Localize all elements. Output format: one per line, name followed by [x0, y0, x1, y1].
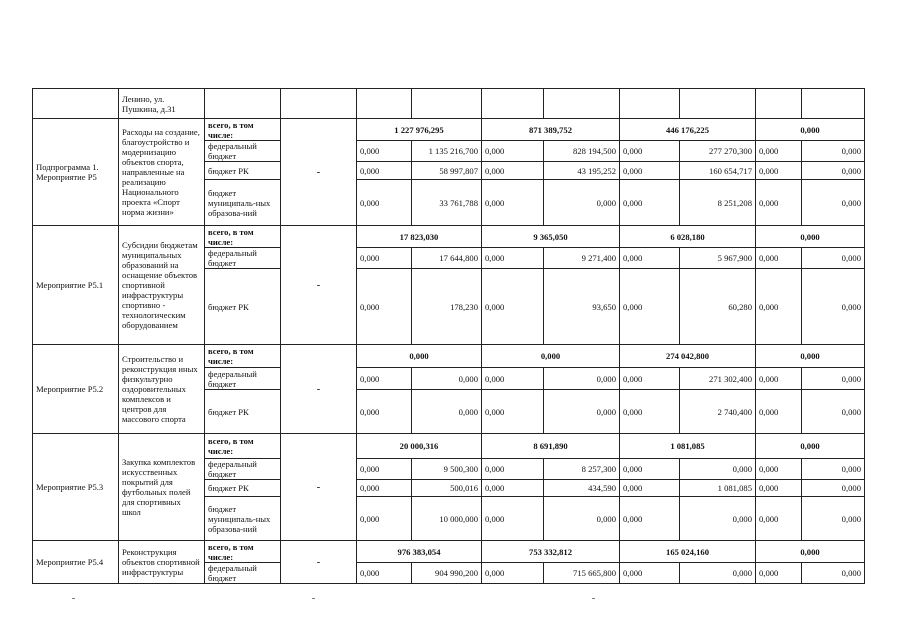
amount-b2: 93,650	[544, 269, 620, 345]
amount-b2: 0,000	[544, 368, 620, 390]
table-row	[33, 345, 865, 368]
amount-b4: 0,000	[802, 162, 865, 180]
amount-a4: 0,000	[756, 269, 802, 345]
year-total-y2: 9 365,050	[482, 226, 620, 248]
amount-b2: 828 194,500	[544, 141, 620, 162]
funding-source-label: федеральный бюджет	[205, 141, 281, 162]
dash-cell: -	[281, 541, 357, 584]
amount-a1: 0,000	[357, 248, 412, 269]
amount-b3: 0,000	[680, 497, 756, 541]
amount-b1: 58 997,807	[412, 162, 482, 180]
year-total-y2: 753 332,812	[482, 541, 620, 563]
amount-b3: 271 302,400	[680, 368, 756, 390]
measure-name: Мероприятие Р5.2	[33, 345, 119, 434]
amount-a3: 0,000	[620, 459, 680, 480]
funding-source-label: федеральный бюджет	[205, 459, 281, 480]
year-total-y2: 0,000	[482, 345, 620, 368]
dash-cell: -	[281, 434, 357, 541]
funding-source-total-label: всего, в том числе:	[205, 226, 281, 248]
amount-a2: 0,000	[482, 248, 544, 269]
amount-a2: 0,000	[482, 390, 544, 434]
amount-a1: 0,000	[357, 497, 412, 541]
amount-a4: 0,000	[756, 162, 802, 180]
measure-description: Строительство и реконструкция иных физкультурно оздоровительных комплексов и центров для массового спорта	[119, 345, 205, 434]
measure-description: Расходы на создание, благоустройство и модернизацию объектов спорта, направленные на реализацию Национального проекта «Спорт норма жизни»	[119, 119, 205, 226]
year-total-y2: 871 389,752	[482, 119, 620, 141]
year-total-y4: 0,000	[756, 226, 865, 248]
amount-b1: 0,000	[412, 368, 482, 390]
amount-b4: 0,000	[802, 390, 865, 434]
address-cell: Ленино, ул. Пушкина, д.31	[119, 89, 205, 119]
amount-a2: 0,000	[482, 563, 544, 584]
amount-b4: 0,000	[802, 141, 865, 162]
funding-source-total-label: всего, в том числе:	[205, 345, 281, 368]
amount-b2: 715 665,800	[544, 563, 620, 584]
amount-b1: 33 761,788	[412, 180, 482, 226]
table-row	[33, 434, 865, 459]
funding-source-label: бюджет РК	[205, 269, 281, 345]
year-total-y1: 976 383,054	[357, 541, 482, 563]
amount-b3: 8 251,208	[680, 180, 756, 226]
funding-source-label: бюджет муниципаль-ных образова-ний	[205, 180, 281, 226]
amount-a4: 0,000	[756, 563, 802, 584]
amount-a3: 0,000	[620, 368, 680, 390]
amount-a2: 0,000	[482, 269, 544, 345]
amount-a4: 0,000	[756, 141, 802, 162]
amount-a3: 0,000	[620, 497, 680, 541]
year-total-y4: 0,000	[756, 541, 865, 563]
amount-b2: 434,590	[544, 480, 620, 497]
amount-a1: 0,000	[357, 180, 412, 226]
year-total-y1: 20 000,316	[357, 434, 482, 459]
funding-source-total-label: всего, в том числе:	[205, 434, 281, 459]
funding-source-label: федеральный бюджет	[205, 563, 281, 584]
budget-table	[32, 88, 865, 584]
amount-a1: 0,000	[357, 563, 412, 584]
table-row	[33, 119, 865, 141]
amount-b2: 0,000	[544, 497, 620, 541]
amount-a2: 0,000	[482, 180, 544, 226]
amount-b3: 277 270,300	[680, 141, 756, 162]
amount-a1: 0,000	[357, 269, 412, 345]
amount-b4: 0,000	[802, 497, 865, 541]
year-total-y4: 0,000	[756, 119, 865, 141]
measure-name: Мероприятие Р5.4	[33, 541, 119, 584]
dash-cell: -	[281, 345, 357, 434]
amount-b3: 60,280	[680, 269, 756, 345]
measure-description: Закупка комплектов искусственных покрытий для футбольных полей для спортивных школ	[119, 434, 205, 541]
year-total-y3: 446 176,225	[620, 119, 756, 141]
funding-source-label: федеральный бюджет	[205, 248, 281, 269]
amount-a1: 0,000	[357, 141, 412, 162]
amount-a2: 0,000	[482, 480, 544, 497]
amount-a4: 0,000	[756, 480, 802, 497]
amount-a1: 0,000	[357, 480, 412, 497]
measure-name: Подпрограмма 1. Мероприятие Р5	[33, 119, 119, 226]
amount-b2: 9 271,400	[544, 248, 620, 269]
year-total-y3: 165 024,160	[620, 541, 756, 563]
amount-b4: 0,000	[802, 459, 865, 480]
measure-name: Мероприятие Р5.3	[33, 434, 119, 541]
dash-cell: -	[281, 119, 357, 226]
table-row	[33, 226, 865, 248]
amount-b1: 9 500,300	[412, 459, 482, 480]
amount-a2: 0,000	[482, 368, 544, 390]
amount-a4: 0,000	[756, 180, 802, 226]
year-total-y1: 17 823,030	[357, 226, 482, 248]
amount-b3: 1 081,085	[680, 480, 756, 497]
amount-a1: 0,000	[357, 368, 412, 390]
amount-a2: 0,000	[482, 497, 544, 541]
amount-b4: 0,000	[802, 180, 865, 226]
amount-b1: 1 135 216,700	[412, 141, 482, 162]
amount-b3: 5 967,900	[680, 248, 756, 269]
funding-source-label: бюджет РК	[205, 162, 281, 180]
year-total-y4: 0,000	[756, 345, 865, 368]
measure-name: Мероприятие Р5.1	[33, 226, 119, 345]
funding-source-label: бюджет РК	[205, 390, 281, 434]
funding-source-label: бюджет РК	[205, 480, 281, 497]
amount-a3: 0,000	[620, 390, 680, 434]
amount-b2: 8 257,300	[544, 459, 620, 480]
amount-b2: 43 195,252	[544, 162, 620, 180]
measure-description: Реконструкция объектов спортивной инфраструктуры	[119, 541, 205, 584]
table-row	[33, 541, 865, 563]
amount-a4: 0,000	[756, 459, 802, 480]
amount-a2: 0,000	[482, 459, 544, 480]
funding-source-total-label: всего, в том числе:	[205, 119, 281, 141]
amount-b1: 17 644,800	[412, 248, 482, 269]
amount-a4: 0,000	[756, 368, 802, 390]
year-total-y2: 8 691,890	[482, 434, 620, 459]
amount-a1: 0,000	[357, 162, 412, 180]
amount-b1: 10 000,000	[412, 497, 482, 541]
amount-b3: 0,000	[680, 459, 756, 480]
amount-b1: 0,000	[412, 390, 482, 434]
amount-a3: 0,000	[620, 248, 680, 269]
amount-b1: 178,230	[412, 269, 482, 345]
amount-a3: 0,000	[620, 162, 680, 180]
year-total-y3: 274 042,800	[620, 345, 756, 368]
amount-b4: 0,000	[802, 248, 865, 269]
amount-b1: 500,016	[412, 480, 482, 497]
amount-b4: 0,000	[802, 563, 865, 584]
amount-b1: 904 990,200	[412, 563, 482, 584]
amount-b4: 0,000	[802, 368, 865, 390]
amount-a1: 0,000	[357, 459, 412, 480]
amount-a3: 0,000	[620, 480, 680, 497]
funding-source-total-label: всего, в том числе:	[205, 541, 281, 563]
year-total-y4: 0,000	[756, 434, 865, 459]
year-total-y1: 1 227 976,295	[357, 119, 482, 141]
year-total-y3: 6 028,180	[620, 226, 756, 248]
amount-a3: 0,000	[620, 269, 680, 345]
amount-a4: 0,000	[756, 390, 802, 434]
dash-cell: -	[281, 226, 357, 345]
amount-a3: 0,000	[620, 180, 680, 226]
amount-b4: 0,000	[802, 269, 865, 345]
amount-b2: 0,000	[544, 390, 620, 434]
amount-b3: 2 740,400	[680, 390, 756, 434]
funding-source-label: федеральный бюджет	[205, 368, 281, 390]
amount-a3: 0,000	[620, 141, 680, 162]
measure-description: Субсидии бюджетам муниципальных образований на оснащение объектов спортивной инфраструктуры спортивно - технологическим оборудованием	[119, 226, 205, 345]
continuation-row	[33, 89, 865, 119]
amount-b3: 0,000	[680, 563, 756, 584]
year-total-y3: 1 081,085	[620, 434, 756, 459]
amount-b4: 0,000	[802, 480, 865, 497]
amount-a3: 0,000	[620, 563, 680, 584]
amount-a4: 0,000	[756, 497, 802, 541]
amount-b2: 0,000	[544, 180, 620, 226]
amount-a2: 0,000	[482, 141, 544, 162]
year-total-y1: 0,000	[357, 345, 482, 368]
amount-a4: 0,000	[756, 248, 802, 269]
amount-a2: 0,000	[482, 162, 544, 180]
amount-a1: 0,000	[357, 390, 412, 434]
funding-source-label: бюджет муниципаль-ных образова-ний	[205, 497, 281, 541]
amount-b3: 160 654,717	[680, 162, 756, 180]
page-footer-marks	[32, 598, 864, 604]
